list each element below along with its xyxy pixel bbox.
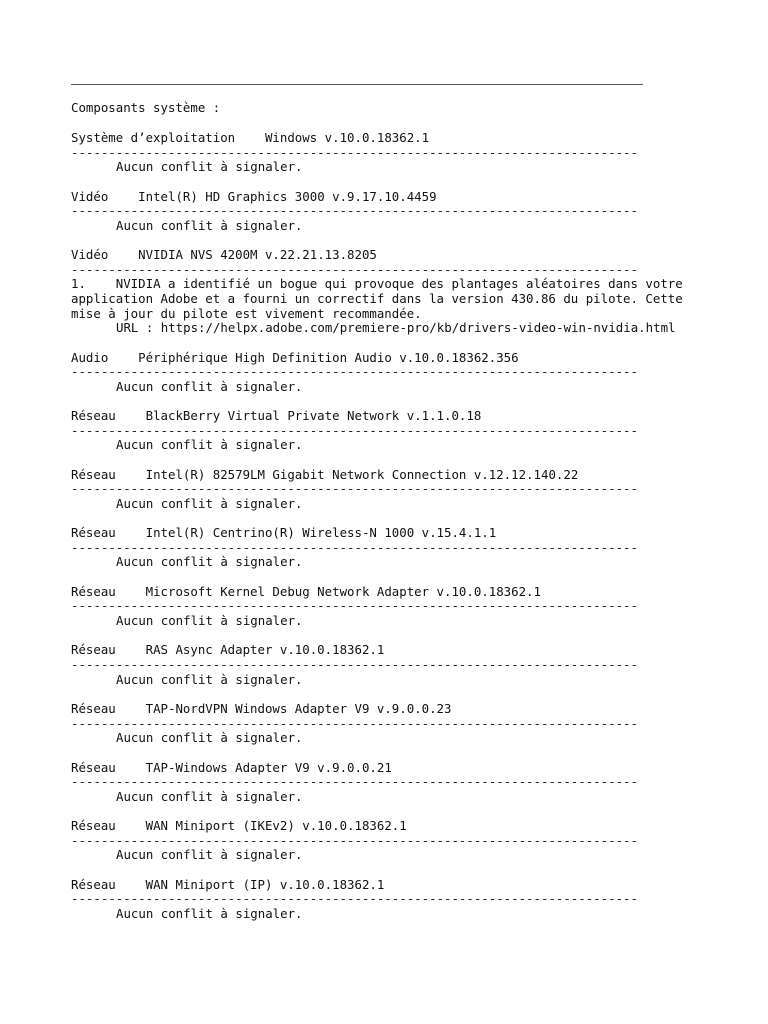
conflict-status: Aucun conflit à signaler. [116, 613, 303, 629]
component-entry [71, 190, 683, 234]
component-entry [71, 702, 683, 746]
component-category: Réseau [71, 642, 116, 658]
component-device: Intel(R) HD Graphics 3000 v.9.17.10.4459 [138, 188, 437, 204]
component-header [71, 351, 683, 366]
component-device: Intel(R) Centrino(R) Wireless-N 1000 v.15.4.1.1 [145, 525, 497, 541]
conflict-status: Aucun conflit à signaler. [116, 217, 303, 233]
component-device: Intel(R) 82579LM Gigabit Network Connection v.12.12.140.22 [145, 466, 579, 482]
component-category: Réseau [71, 818, 116, 834]
separator-line: ---------------------------------------------------------------------------- [71, 423, 638, 438]
issue-line-2: application Adobe et a fourni un correctif dans la version 430.86 du pilote. Cette [71, 290, 683, 306]
component-header [71, 468, 683, 483]
component-category: Réseau [71, 408, 116, 424]
conflict-status: Aucun conflit à signaler. [116, 554, 303, 570]
component-header [71, 702, 683, 717]
component-category: Audio [71, 349, 109, 365]
section-heading: Composants système : [71, 100, 221, 115]
component-device: Microsoft Kernel Debug Network Adapter v.10.0.18362.1 [145, 583, 541, 599]
separator-line: ---------------------------------------------------------------------------- [71, 775, 638, 790]
issue-text: NVIDIA a identifié un bogue qui provoque des plantages aléatoires dans votre [115, 276, 683, 292]
component-entry [71, 585, 683, 629]
top-horizontal-rule [71, 84, 643, 85]
conflict-status: Aucun conflit à signaler. [116, 847, 303, 863]
separator-line: ---------------------------------------------------------------------------- [71, 716, 638, 731]
component-entry [71, 468, 683, 512]
component-entry [71, 643, 683, 687]
component-device: Windows v.10.0.18362.1 [264, 130, 430, 145]
component-category: Réseau [71, 700, 116, 716]
separator-line: ---------------------------------------------------------------------------- [71, 892, 638, 907]
conflict-status: Aucun conflit à signaler. [116, 159, 303, 175]
component-device: RAS Async Adapter v.10.0.18362.1 [145, 642, 385, 658]
component-entry [71, 351, 683, 395]
component-header [71, 409, 683, 424]
component-entry [71, 878, 683, 922]
component-entry [71, 819, 683, 863]
conflict-status: Aucun conflit à signaler. [116, 495, 303, 511]
conflict-status: Aucun conflit à signaler. [116, 671, 303, 687]
component-header [71, 643, 683, 658]
component-entry [71, 761, 683, 805]
separator-line: ---------------------------------------------------------------------------- [71, 833, 638, 848]
component-category: Système d’exploitation [71, 130, 236, 145]
component-header [71, 526, 683, 541]
conflict-status: Aucun conflit à signaler. [116, 730, 303, 746]
issue-url-link[interactable]: URL : https://helpx.adobe.com/premiere-pro/kb/drivers-video-win-nvidia.html [116, 320, 676, 336]
component-entry [71, 131, 683, 175]
component-device: BlackBerry Virtual Private Network v.1.1.0.18 [145, 408, 482, 424]
conflict-status: Aucun conflit à signaler. [116, 788, 303, 804]
component-device: TAP-Windows Adapter V9 v.9.0.0.21 [145, 759, 392, 775]
separator-line: ---------------------------------------------------------------------------- [71, 204, 638, 219]
component-header [71, 131, 683, 146]
component-header [71, 248, 683, 263]
component-header [71, 190, 683, 205]
separator-line: ---------------------------------------------------------------------------- [71, 599, 638, 614]
component-device: WAN Miniport (IKEv2) v.10.0.18362.1 [145, 818, 407, 834]
component-category: Réseau [71, 876, 116, 892]
component-device: WAN Miniport (IP) v.10.0.18362.1 [145, 876, 385, 892]
separator-line: ---------------------------------------------------------------------------- [71, 262, 638, 277]
component-entry [71, 409, 683, 453]
separator-line: ---------------------------------------------------------------------------- [71, 482, 638, 497]
separator-line: ---------------------------------------------------------------------------- [71, 365, 638, 380]
separator-line: ---------------------------------------------------------------------------- [71, 145, 638, 160]
issue-line-3: mise à jour du pilote est vivement recommandée. [71, 305, 422, 321]
component-device: Périphérique High Definition Audio v.10.0.18362.356 [138, 349, 519, 365]
issue-line-1 [71, 277, 683, 292]
component-category: Vidéo [71, 247, 109, 263]
separator-line: ---------------------------------------------------------------------------- [71, 658, 638, 672]
conflict-status: Aucun conflit à signaler. [116, 437, 303, 453]
component-device: NVIDIA NVS 4200M v.22.21.13.8205 [138, 247, 377, 263]
component-entry [71, 526, 683, 570]
conflict-status: Aucun conflit à signaler. [116, 905, 303, 921]
component-header [71, 878, 683, 893]
component-category: Réseau [71, 466, 116, 482]
component-device: TAP-NordVPN Windows Adapter V9 v.9.0.0.23 [145, 700, 452, 716]
component-category: Réseau [71, 583, 116, 599]
component-header [71, 761, 683, 776]
conflict-status: Aucun conflit à signaler. [116, 378, 303, 394]
component-header [71, 819, 683, 834]
component-list [71, 131, 683, 936]
component-entry [71, 248, 683, 336]
component-category: Vidéo [71, 188, 109, 204]
component-header [71, 585, 683, 600]
component-category: Réseau [71, 759, 116, 775]
component-category: Réseau [71, 525, 116, 541]
issue-number: 1. [71, 276, 86, 292]
separator-line: ---------------------------------------------------------------------------- [71, 540, 638, 555]
